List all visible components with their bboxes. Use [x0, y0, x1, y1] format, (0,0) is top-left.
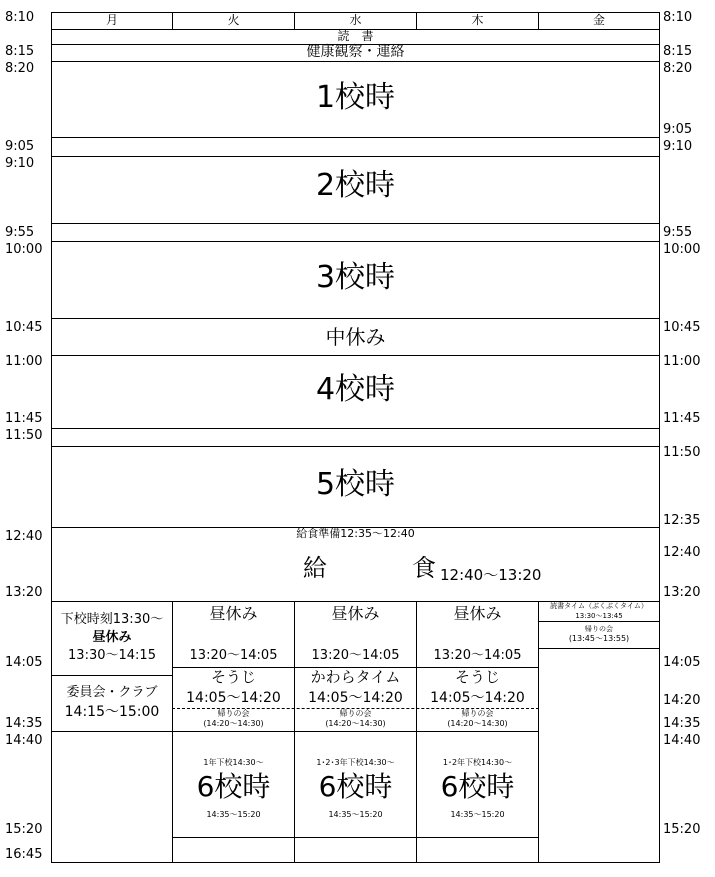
- mon-lunch-break-time: 13:30～14:15: [68, 648, 156, 663]
- time-label: 11:00: [5, 354, 43, 369]
- wed-homeroom: 帰りの会: [339, 709, 372, 718]
- tue-period-6: 6校時: [196, 770, 271, 803]
- time-label: 16:45: [5, 847, 43, 862]
- time-label: 9:55: [663, 225, 693, 240]
- grid-line: [51, 241, 660, 242]
- grid-line: [416, 601, 417, 863]
- time-label: 14:35: [5, 716, 43, 731]
- grid-line: [51, 731, 173, 732]
- time-label: 8:15: [5, 44, 35, 59]
- tue-homeroom: 帰りの会: [217, 709, 250, 718]
- time-label: 14:40: [5, 733, 43, 748]
- grid-line: [659, 12, 660, 862]
- thu-period-6: 6校時: [440, 770, 515, 803]
- period-2: 2校時: [315, 168, 396, 203]
- time-label: 9:10: [663, 139, 693, 154]
- mon-club: 委員会・クラブ: [66, 685, 158, 700]
- time-label: 14:40: [663, 733, 701, 748]
- time-label: 10:45: [5, 320, 43, 335]
- period-4: 4校時: [315, 372, 396, 407]
- thu-lunch-break-time: 13:20～14:05: [433, 648, 522, 663]
- grid-line: [538, 648, 660, 649]
- grid-line: [172, 601, 173, 863]
- tue-dismissal: 1年下校14:30～: [203, 758, 264, 767]
- grid-line: [172, 837, 539, 838]
- time-label: 8:15: [663, 44, 693, 59]
- grid-line: [51, 223, 660, 224]
- time-label: 15:20: [663, 822, 701, 837]
- wed-kawara-time: かわらタイム: [310, 668, 401, 686]
- mon-club-time: 14:15～15:00: [64, 704, 160, 720]
- wed-period-6-time: 14:35～15:20: [328, 810, 383, 819]
- reading-row: 読 書: [337, 29, 374, 43]
- tue-period-6-time: 14:35～15:20: [206, 810, 261, 819]
- time-label: 9:05: [5, 139, 35, 154]
- time-label: 8:20: [5, 61, 35, 76]
- fri-reading-time-range: 13:30～13:45: [575, 612, 623, 620]
- time-label: 11:45: [5, 411, 43, 426]
- grid-line: [51, 446, 660, 447]
- time-label: 8:10: [5, 10, 35, 25]
- grid-line: [51, 156, 660, 157]
- mon-lunch-break: 昼休み: [92, 630, 132, 645]
- period-1: 1校時: [315, 80, 396, 115]
- thu-dismissal: 1･2年下校14:30～: [442, 758, 513, 767]
- time-label: 9:10: [5, 156, 35, 171]
- grid-line: [51, 318, 660, 319]
- time-label: 10:00: [663, 242, 701, 257]
- day-header-thu: 木: [471, 13, 484, 27]
- time-label: 8:10: [663, 10, 693, 25]
- wed-lunch-break-time: 13:20～14:05: [311, 648, 400, 663]
- day-header-tue: 火: [227, 13, 240, 27]
- lunch-label-b: 食: [412, 554, 436, 582]
- thu-cleaning-time: 14:05～14:20: [430, 690, 525, 706]
- mid-break: 中休み: [325, 325, 386, 349]
- grid-line: [51, 137, 660, 138]
- time-label: 11:50: [663, 445, 701, 460]
- tue-lunch-break-time: 13:20～14:05: [189, 648, 278, 663]
- time-label: 14:05: [5, 655, 43, 670]
- day-header-mon: 月: [105, 13, 118, 27]
- grid-line: [51, 675, 173, 676]
- grid-line: [294, 601, 295, 863]
- wed-period-6: 6校時: [318, 770, 393, 803]
- grid-line: [51, 12, 52, 862]
- thu-lunch-break: 昼休み: [453, 604, 502, 623]
- time-label: 12:40: [5, 529, 43, 544]
- lunch-label-a: 給: [303, 554, 327, 582]
- grid-line: [51, 862, 660, 863]
- tue-lunch-break: 昼休み: [209, 604, 258, 623]
- health-check-row: 健康観察・連絡: [306, 44, 405, 60]
- lunch-prep: 給食準備12:35～12:40: [296, 527, 415, 540]
- time-label: 10:00: [5, 242, 43, 257]
- time-label: 12:40: [663, 545, 701, 560]
- time-label: 9:05: [663, 122, 693, 137]
- thu-homeroom-time: (14:20～14:30): [447, 719, 508, 728]
- grid-line: [538, 621, 660, 622]
- time-label: 13:20: [663, 585, 701, 600]
- thu-period-6-time: 14:35～15:20: [450, 810, 505, 819]
- time-label: 9:55: [5, 225, 35, 240]
- day-header-wed: 水: [349, 13, 362, 27]
- wed-kawara-time-range: 14:05～14:20: [308, 690, 403, 706]
- time-label: 12:35: [663, 513, 701, 528]
- fri-reading-time: 読書タイム（ぶくぶくタイム）: [550, 602, 648, 610]
- fri-homeroom-time: (13:45～13:55): [568, 634, 630, 643]
- day-header-fri: 金: [592, 13, 605, 27]
- wed-homeroom-time: (14:20～14:30): [325, 719, 386, 728]
- period-5: 5校時: [315, 467, 396, 502]
- thu-cleaning: そうじ: [454, 668, 500, 686]
- time-label: 11:50: [5, 428, 43, 443]
- wed-lunch-break: 昼休み: [331, 604, 380, 623]
- fri-homeroom: 帰りの会: [585, 625, 613, 633]
- time-label: 13:20: [5, 585, 43, 600]
- time-label: 11:45: [663, 411, 701, 426]
- grid-line: [51, 428, 660, 429]
- time-label: 14:35: [663, 716, 701, 731]
- wed-dismissal: 1･2･3年下校14:30～: [316, 758, 395, 767]
- time-label: 11:00: [663, 354, 701, 369]
- thu-homeroom: 帰りの会: [461, 709, 494, 718]
- tue-homeroom-time: (14:20～14:30): [203, 719, 264, 728]
- time-label: 15:20: [5, 822, 43, 837]
- mon-dismissal: 下校時刻13:30～: [60, 612, 164, 627]
- time-label: 14:05: [663, 655, 701, 670]
- time-label: 10:45: [663, 320, 701, 335]
- grid-line: [51, 355, 660, 356]
- grid-line: [51, 61, 660, 62]
- grid-line: [172, 731, 539, 732]
- tue-cleaning-time: 14:05～14:20: [186, 690, 281, 706]
- time-label: 14:20: [663, 693, 701, 708]
- period-3: 3校時: [315, 260, 396, 295]
- time-label: 8:20: [663, 61, 693, 76]
- lunch-time: 12:40～13:20: [440, 566, 542, 584]
- tue-cleaning: そうじ: [210, 668, 256, 686]
